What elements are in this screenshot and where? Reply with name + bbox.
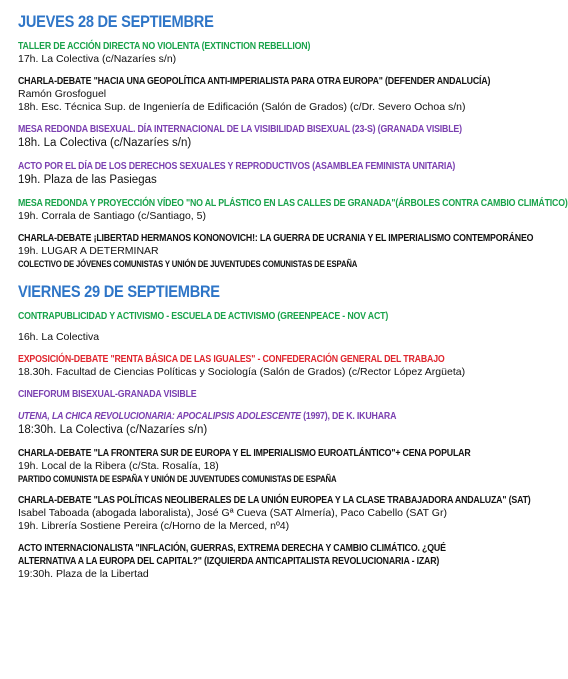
event-detail: 19h. LUGAR A DETERMINAR: [18, 245, 159, 257]
event-item: [18, 197, 568, 223]
film-title: UTENA, LA CHICA REVOLUCIONARIA: APOCALIPSIS ADOLESCENTE: [18, 411, 301, 422]
event-title: CHARLA-DEBATE "HACIA UNA GEOPOLÍTICA ANTI-IMPERIALISTA PARA OTRA EUROPA" (DEFENDER ANDALUCÍA): [18, 76, 491, 87]
event-detail: 18h. Esc. Técnica Sup. de Ingeniería de Edificación (Salón de Grados) (c/Dr. Severo Ochoa s/n): [18, 101, 466, 113]
event-title: EXPOSICIÓN-DEBATE "RENTA BÁSICA DE LAS IGUALES" - CONFEDERACIÓN GENERAL DEL TRABAJO: [18, 354, 445, 365]
event-item: [18, 388, 508, 401]
event-title: CHARLA-DEBATE "LA FRONTERA SUR DE EUROPA Y EL IMPERIALISMO EUROATLÁNTICO"+ CENA POPULAR: [18, 448, 471, 459]
event-item: [18, 494, 531, 533]
event-item: [18, 160, 508, 188]
event-item: [18, 410, 508, 438]
event-speaker: Ramón Grosfoguel: [18, 88, 107, 100]
event-detail: 18:30h. La Colectiva (c/Nazaríes s/n): [18, 424, 208, 436]
event-item: [18, 75, 508, 114]
event-detail: 19h. Librería Sostiene Pereira (c/Horno de la Merced, nº4): [18, 520, 290, 532]
event-title: [18, 410, 449, 423]
event-item: [18, 232, 534, 270]
event-detail: 18h. La Colectiva (c/Nazaríes s/n): [18, 137, 192, 149]
event-title: CONTRAPUBLICIDAD Y ACTIVISMO - ESCUELA DE ACTIVISMO (GREENPEACE - NOV ACT): [18, 311, 389, 322]
event-organizer: PARTIDO COMUNISTA DE ESPAÑA Y UNIÓN DE JUVENTUDES COMUNISTAS DE ESPAÑA: [18, 474, 337, 484]
event-title: ACTO INTERNACIONALISTA "INFLACIÓN, GUERRAS, EXTREMA DERECHA Y CAMBIO CLIMÁTICO. ¿QUÉ ALTERNATIVA A LA EUROPA DEL CAPITAL?" (IZQUIERDA ANTICAPITALISTA REVOLUCIONARIA - IZAR): [18, 543, 446, 567]
day-heading-thursday: JUEVES 28 DE SEPTIEMBRE: [18, 12, 214, 31]
event-title: MESA REDONDA Y PROYECCIÓN VÍDEO "NO AL PLÁSTICO EN LAS CALLES DE GRANADA"(ÁRBOLES CONTRA CAMBIO CLIMÁTICO): [18, 198, 568, 209]
event-title: CINEFORUM BISEXUAL-GRANADA VISIBLE: [18, 389, 197, 400]
event-detail: 19h. Plaza de las Pasiegas: [18, 174, 157, 186]
event-title: MESA REDONDA BISEXUAL. DÍA INTERNACIONAL DE LA VISIBILIDAD BISEXUAL (23-S) (GRANADA VISIBLE): [18, 124, 462, 135]
event-detail: 18.30h. Facultad de Ciencias Políticas y Sociología (Salón de Grados) (c/Rector López Argüeta): [18, 366, 466, 378]
event-detail: 17h. La Colectiva (c/Nazaríes s/n): [18, 53, 177, 65]
event-title: TALLER DE ACCIÓN DIRECTA NO VIOLENTA (EXTINCTION REBELLION): [18, 41, 311, 52]
event-detail: 19:30h. Plaza de la Libertad: [18, 568, 149, 580]
event-detail: 16h. La Colectiva: [18, 331, 100, 343]
event-title: ACTO POR EL DÍA DE LOS DERECHOS SEXUALES Y REPRODUCTIVOS (ASAMBLEA FEMINISTA UNITARIA): [18, 161, 456, 172]
event-item: [18, 310, 508, 344]
event-item: [18, 542, 508, 581]
event-item: [18, 353, 508, 379]
event-title: CHARLA-DEBATE "LAS POLÍTICAS NEOLIBERALES DE LA UNIÓN EUROPEA Y LA CLASE TRABAJADORA ANDALUZA" (SAT): [18, 495, 531, 506]
event-speakers: Isabel Taboada (abogada laboralista), José Gª Cueva (SAT Almería), Paco Cabello (SAT Gr): [18, 507, 447, 519]
event-item: [18, 447, 508, 485]
event-title: CHARLA-DEBATE ¡LIBERTAD HERMANOS KONONOVICH!: LA GUERRA DE UCRANIA Y EL IMPERIALISMO CONTEMPORÁNEO: [18, 233, 534, 244]
event-detail: 19h. Local de la Ribera (c/Sta. Rosalía, 18): [18, 460, 219, 472]
event-detail: 19h. Corrala de Santiago (c/Santiago, 5): [18, 210, 206, 222]
event-item: [18, 40, 508, 66]
event-item: [18, 123, 508, 151]
event-organizer: COLECTIVO DE JÓVENES COMUNISTAS Y UNIÓN DE JUVENTUDES COMUNISTAS DE ESPAÑA: [18, 259, 358, 269]
film-details: (1997), DE K. IKUHARA: [303, 411, 397, 422]
day-heading-friday: VIERNES 29 DE SEPTIEMBRE: [18, 282, 220, 301]
